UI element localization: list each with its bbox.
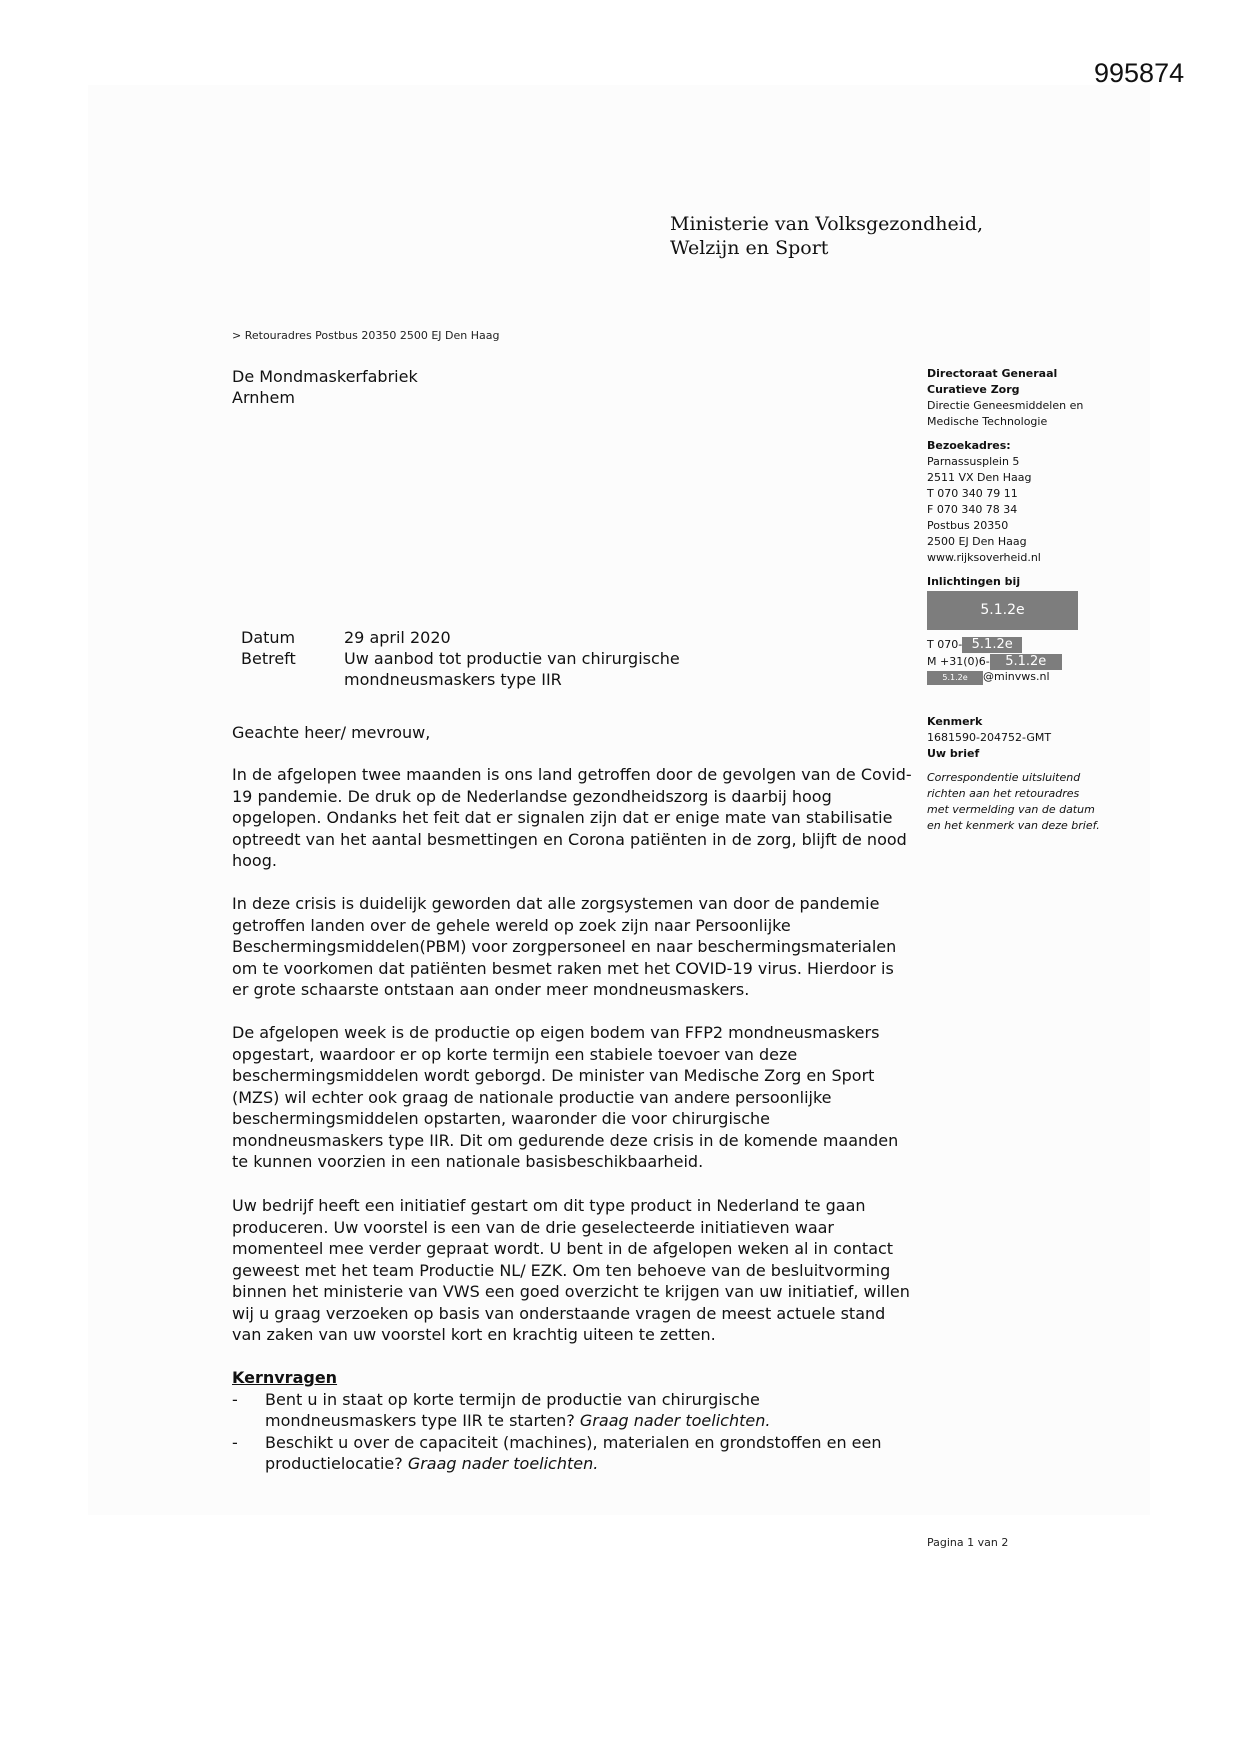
subject-value	[344, 648, 680, 690]
redacted-mobile-line	[927, 654, 1062, 670]
reference-label: Kenmerk	[927, 715, 983, 728]
paragraph	[232, 1195, 912, 1346]
kernvragen-section	[232, 1367, 912, 1475]
dash-bullet: -	[232, 1389, 238, 1409]
sidebar-reference	[927, 714, 1127, 834]
mobile-prefix: M +31(0)6-	[927, 655, 990, 668]
website-link[interactable]: www.rijksoverheid.nl	[927, 551, 1041, 564]
date-value: 29 april 2020	[344, 628, 451, 647]
redaction-code: 5.1.2e	[962, 637, 1022, 653]
directorate: Directoraat Generaal	[927, 367, 1058, 380]
kernvragen-list	[232, 1389, 912, 1475]
paragraph-text: In de afgelopen twee maanden is ons land getroffen door de gevolgen van de Covid-19 pandemie. De druk op de Nederlandse gezondheidszorg is daarbij hoog opgelopen. Ondanks het feit dat er signalen zijn dat er enige mate van stabilisatie optreedt van het aantal besmettingen en Corona patiënten in de zorg, blijft de nood hoog.	[232, 765, 912, 870]
ministry-logo-text	[670, 212, 983, 260]
document-id: 995874	[1094, 58, 1185, 88]
visit-line: Parnassusplein 5	[927, 455, 1020, 468]
paragraph	[232, 893, 912, 1001]
addressee	[232, 366, 418, 408]
paragraph-text: Uw bedrijf heeft een initiatief gestart om dit type product in Nederland te gaan produceren. Uw voorstel is een van de drie geselecteerde initiatieven waar momenteel mee verder gepraat wordt. U bent in de afgelopen weken al in contact geweest met het team Productie NL/ EZK. Om ten behoeve van de besluitvorming binnen het ministerie van VWS een goed overzicht te krijgen van uw initiatief, willen wij u graag verzoeken op basis van onderstaande vragen de meest actuele stand van zaken van uw voorstel kort en krachtig uiteen te zetten.	[232, 1196, 910, 1344]
addressee-city: Arnhem	[232, 388, 295, 407]
redaction-code: 5.1.2e	[980, 602, 1025, 618]
directorate-sub: Curatieve Zorg	[927, 383, 1020, 396]
subject-line-1: Uw aanbod tot productie van chirurgische	[344, 649, 680, 668]
paragraph	[232, 764, 912, 872]
sidebar-contact-info	[927, 366, 1127, 590]
salutation: Geachte heer/ mevrouw,	[232, 723, 431, 742]
question-text: Bent u in staat op korte termijn de productie van chirurgische mondneusmaskers type IIR te starten?	[265, 1389, 760, 1430]
question-emphasis: Graag nader toelichten.	[579, 1411, 771, 1430]
redacted-email-line	[927, 670, 1050, 685]
question-text: Beschikt u over de capaciteit (machines), materialen en grondstoffen en een productielocatie?	[265, 1432, 882, 1473]
redacted-phone-line	[927, 637, 1022, 653]
list-item	[232, 1389, 912, 1432]
visit-line: 2500 EJ Den Haag	[927, 535, 1027, 548]
ministry-line-2: Welzijn en Sport	[670, 237, 829, 259]
paragraph	[232, 1022, 912, 1173]
directie-line-2: Medische Technologie	[927, 415, 1048, 428]
letter-meta	[241, 627, 680, 690]
email-suffix: @minvws.nl	[983, 670, 1050, 683]
your-letter-label: Uw brief	[927, 747, 980, 760]
ministry-line-1: Ministerie van Volksgezondheid,	[670, 213, 984, 235]
subject-line-2: mondneusmaskers type IIR	[344, 670, 562, 689]
visit-line: T 070 340 79 11	[927, 487, 1018, 500]
paragraph-text: In deze crisis is duidelijk geworden dat alle zorgsystemen van door de pandemie getroffen landen over de gehele wereld op zoek zijn naar Persoonlijke Beschermingsmiddelen(PBM) voor zorgpersoneel en naar beschermingsmaterialen om te voorkomen dat patiënten besmet raken met het COVID-19 virus. Hierdoor is er grote schaarste ontstaan aan onder meer mondneusmaskers.	[232, 894, 897, 999]
visit-line: F 070 340 78 34	[927, 503, 1018, 516]
info-label: Inlichtingen bij	[927, 575, 1021, 588]
reference-value: 1681590-204752-GMT	[927, 731, 1052, 744]
visit-line: Postbus 20350	[927, 519, 1009, 532]
dash-bullet: -	[232, 1432, 238, 1452]
subject-label: Betreft	[241, 649, 296, 668]
redaction-code: 5.1.2e	[990, 654, 1062, 670]
directie-line-1: Directie Geneesmiddelen en	[927, 399, 1084, 412]
phone-prefix: T 070-	[927, 638, 963, 651]
paragraph-text: De afgelopen week is de productie op eigen bodem van FFP2 mondneusmaskers opgestart, waardoor er op korte termijn een stabiele toevoer van deze beschermingsmiddelen wordt geborgd. De minister van Medische Zorg en Sport (MZS) wil echter ook graag de nationale productie van andere persoonlijke beschermingsmiddelen opstarten, waaronder die voor chirurgische mondneusmaskers type IIR. Dit om gedurende deze crisis in de komende maanden te kunnen voorzien in een nationale basisbeschikbaarheid.	[232, 1023, 899, 1171]
addressee-name: De Mondmaskerfabriek	[232, 367, 418, 386]
kernvragen-title: Kernvragen	[232, 1368, 338, 1387]
list-item	[232, 1432, 912, 1475]
question-emphasis: Graag nader toelichten.	[407, 1454, 599, 1473]
date-label: Datum	[241, 628, 296, 647]
visit-line: 2511 VX Den Haag	[927, 471, 1032, 484]
correspondence-note: Correspondentie uitsluitend richten aan het retouradres met vermelding van de datum en het kenmerk van deze brief.	[927, 771, 1100, 832]
return-address: > Retouradres Postbus 20350 2500 EJ Den Haag	[232, 329, 500, 342]
page-number: Pagina 1 van 2	[927, 1536, 1009, 1549]
redacted-contact-name	[927, 591, 1078, 630]
redaction-code: 5.1.2e	[927, 671, 983, 685]
visit-address-label: Bezoekadres:	[927, 439, 1011, 452]
